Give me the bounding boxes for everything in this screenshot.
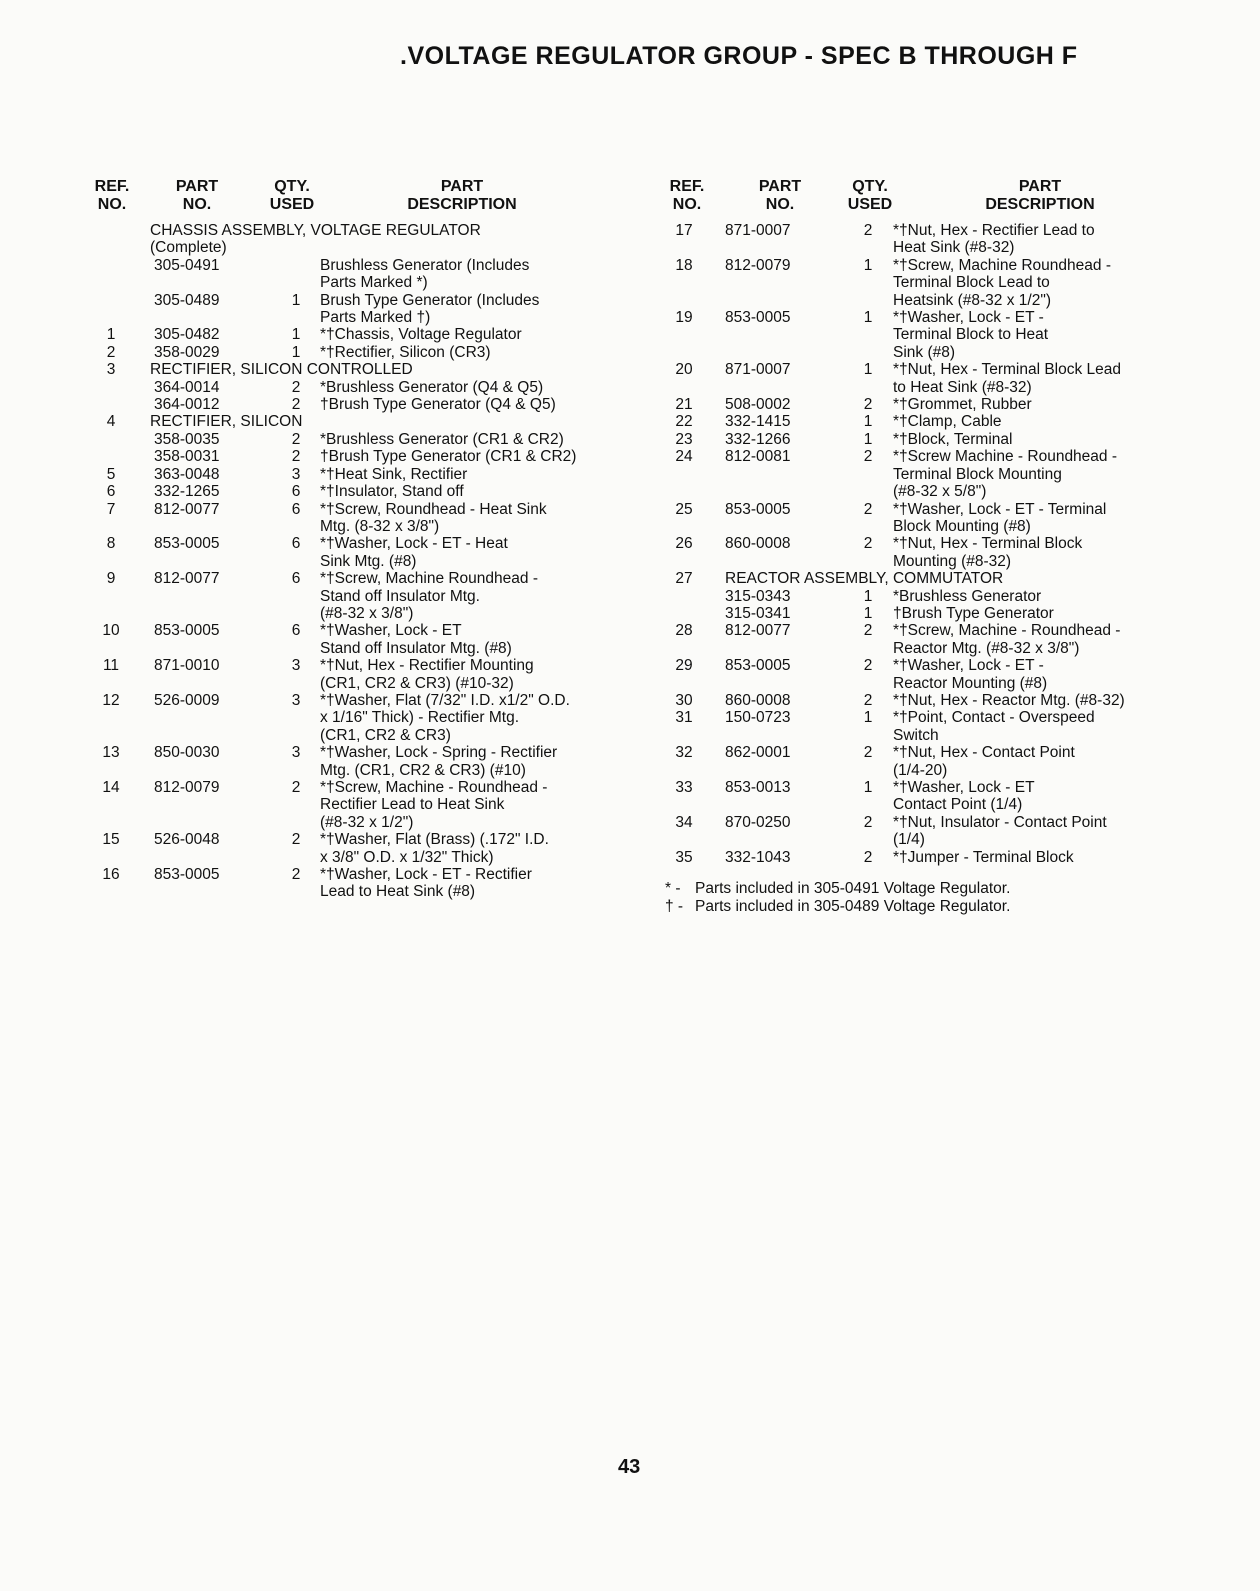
ref-cell: 1 bbox=[106, 326, 116, 344]
qty-cell: 2 bbox=[291, 448, 301, 466]
qty-cell: 2 bbox=[291, 779, 301, 796]
table-row bbox=[92, 431, 632, 448]
ref-cell: 34 bbox=[675, 813, 693, 831]
table-row bbox=[92, 831, 632, 866]
description-cell: REACTOR ASSEMBLY, COMMUTATOR bbox=[725, 570, 1004, 588]
qty-cell: 6 bbox=[291, 483, 301, 501]
table-row bbox=[92, 501, 632, 536]
header-part: PART NO. bbox=[758, 178, 802, 213]
table-row bbox=[92, 326, 632, 343]
part-number-cell: 853-0005 bbox=[154, 535, 220, 553]
part-number-cell: 853-0005 bbox=[725, 309, 791, 327]
table-row bbox=[92, 535, 632, 570]
description-cell: RECTIFIER, SILICON CONTROLLED bbox=[150, 361, 413, 379]
ref-cell: 23 bbox=[675, 430, 693, 448]
table-row bbox=[665, 535, 1175, 570]
description-cell: *†Chassis, Voltage Regulator bbox=[320, 326, 522, 344]
part-number-cell: 363-0048 bbox=[154, 465, 220, 483]
description-cell: *†Insulator, Stand off bbox=[320, 483, 464, 501]
footnote-symbol: † - bbox=[665, 898, 684, 915]
part-number-cell: 870-0250 bbox=[725, 813, 791, 831]
table-section-row bbox=[92, 413, 632, 430]
description-cell: *†Jumper - Terminal Block bbox=[893, 848, 1074, 866]
table-row bbox=[92, 744, 632, 779]
qty-cell: 2 bbox=[291, 831, 301, 849]
ref-cell: 13 bbox=[102, 744, 120, 762]
footnote-text: Parts included in 305-0489 Voltage Regulator. bbox=[695, 898, 1011, 915]
part-number-cell: 812-0077 bbox=[154, 500, 220, 518]
description-cell: *†Nut, Hex - Terminal Block Mounting (#8-32) bbox=[893, 535, 1083, 570]
qty-cell: 1 bbox=[863, 587, 873, 605]
page-number: 43 bbox=[618, 1456, 641, 1478]
description-cell: RECTIFIER, SILICON bbox=[150, 413, 303, 431]
qty-cell: 1 bbox=[863, 309, 873, 327]
part-number-cell: 508-0002 bbox=[725, 396, 791, 414]
header-ref: REF. NO. bbox=[94, 178, 130, 213]
qty-cell: 1 bbox=[863, 361, 873, 379]
table-row bbox=[665, 396, 1175, 413]
qty-cell: 2 bbox=[863, 500, 873, 518]
table-row bbox=[665, 814, 1175, 849]
description-cell: *†Point, Contact - Overspeed Switch bbox=[893, 709, 1095, 744]
description-cell: *†Block, Terminal bbox=[893, 430, 1013, 448]
qty-cell: 2 bbox=[863, 691, 873, 709]
ref-cell: 10 bbox=[102, 622, 120, 640]
part-number-cell: 332-1415 bbox=[725, 413, 791, 431]
qty-cell: 2 bbox=[863, 448, 873, 466]
table-row bbox=[665, 779, 1175, 814]
description-cell: *†Screw, Machine Roundhead - Terminal Block Lead to Heatsink (#8-32 x 1/2") bbox=[893, 256, 1111, 309]
footnote bbox=[665, 898, 1010, 916]
description-cell: *†Screw, Roundhead - Heat Sink Mtg. (8-32 x 3/8") bbox=[320, 500, 547, 535]
qty-cell: 6 bbox=[291, 500, 301, 518]
description-cell: *†Washer, Lock - ET - Terminal Block Mounting (#8) bbox=[893, 500, 1107, 535]
ref-cell: 16 bbox=[102, 866, 120, 884]
ref-cell: 11 bbox=[102, 657, 120, 675]
ref-cell: 28 bbox=[675, 622, 693, 640]
description-cell: *†Washer, Flat (7/32" I.D. x1/2" O.D. x 1/16" Thick) - Rectifier Mtg. (CR1, CR2 & CR3) bbox=[320, 691, 570, 744]
table-row bbox=[665, 257, 1175, 309]
table-row bbox=[665, 692, 1175, 709]
description-cell: *Brushless Generator (Q4 & Q5) bbox=[320, 378, 544, 396]
part-number-cell: 860-0008 bbox=[725, 535, 791, 553]
table-row bbox=[665, 501, 1175, 536]
description-cell: *†Clamp, Cable bbox=[893, 413, 1002, 431]
table-row bbox=[92, 657, 632, 692]
ref-cell: 21 bbox=[675, 396, 693, 414]
part-number-cell: 305-0482 bbox=[154, 326, 220, 344]
table-row bbox=[92, 692, 632, 744]
part-number-cell: 358-0031 bbox=[154, 448, 220, 466]
ref-cell: 35 bbox=[675, 848, 693, 866]
ref-cell: 27 bbox=[675, 570, 693, 588]
table-header bbox=[92, 178, 632, 222]
qty-cell: 2 bbox=[863, 396, 873, 414]
table-header bbox=[665, 178, 1175, 222]
header-ref: REF. NO. bbox=[669, 178, 705, 213]
part-number-cell: 853-0005 bbox=[725, 657, 791, 675]
description-cell: *†Grommet, Rubber bbox=[893, 396, 1032, 414]
footnotes bbox=[665, 880, 1010, 916]
part-number-cell: 526-0009 bbox=[154, 691, 220, 709]
part-number-cell: 871-0007 bbox=[725, 361, 791, 379]
ref-cell: 25 bbox=[675, 500, 693, 518]
table-row bbox=[665, 622, 1175, 657]
page-title: .VOLTAGE REGULATOR GROUP - SPEC B THROUGH F bbox=[400, 42, 1078, 70]
table-row bbox=[92, 257, 632, 292]
ref-cell: 3 bbox=[106, 361, 116, 379]
table-section-row bbox=[92, 361, 632, 378]
part-number-cell: 315-0341 bbox=[725, 604, 791, 622]
table-row bbox=[665, 849, 1175, 866]
description-cell: *†Nut, Hex - Reactor Mtg. (#8-32) bbox=[893, 691, 1125, 709]
table-row bbox=[92, 344, 632, 361]
qty-cell: 2 bbox=[863, 657, 873, 675]
table-row bbox=[92, 483, 632, 500]
qty-cell: 1 bbox=[863, 709, 873, 727]
description-cell: *†Rectifier, Silicon (CR3) bbox=[320, 343, 491, 361]
ref-cell: 4 bbox=[106, 413, 116, 431]
ref-cell: 9 bbox=[106, 570, 116, 588]
part-number-cell: 812-0079 bbox=[725, 256, 791, 274]
description-cell: *†Nut, Hex - Rectifier Lead to Heat Sink (#8-32) bbox=[893, 222, 1095, 257]
table-row bbox=[665, 709, 1175, 744]
qty-cell: 6 bbox=[291, 535, 301, 553]
qty-cell: 1 bbox=[863, 604, 873, 622]
table-row bbox=[665, 588, 1175, 605]
qty-cell: 2 bbox=[863, 813, 873, 831]
footnote bbox=[665, 880, 1010, 898]
ref-cell: 19 bbox=[675, 309, 693, 327]
ref-cell: 2 bbox=[106, 343, 116, 361]
description-cell: *†Washer, Lock - ET - Rectifier Lead to Heat Sink (#8) bbox=[320, 866, 532, 901]
qty-cell: 1 bbox=[863, 413, 873, 431]
part-number-cell: 812-0081 bbox=[725, 448, 791, 466]
table-row bbox=[665, 413, 1175, 430]
ref-cell: 20 bbox=[675, 361, 693, 379]
description-cell: *†Screw, Machine Roundhead - Stand off Insulator Mtg. (#8-32 x 3/8") bbox=[320, 570, 538, 622]
qty-cell: 3 bbox=[291, 657, 301, 675]
ref-cell: 31 bbox=[675, 709, 693, 727]
footnote-symbol: * - bbox=[665, 880, 681, 897]
table-row bbox=[665, 605, 1175, 622]
description-cell: Brush Type Generator (Includes Parts Marked †) bbox=[320, 291, 540, 327]
ref-cell: 33 bbox=[675, 779, 693, 796]
table-row bbox=[92, 622, 632, 657]
part-number-cell: 812-0077 bbox=[725, 622, 791, 640]
table-row bbox=[665, 431, 1175, 448]
table-section-row bbox=[92, 222, 632, 257]
description-cell: †Brush Type Generator (CR1 & CR2) bbox=[320, 448, 577, 466]
qty-cell: 1 bbox=[863, 430, 873, 448]
description-cell: *†Screw Machine - Roundhead - Terminal Block Mounting (#8-32 x 5/8") bbox=[893, 448, 1118, 501]
table-row bbox=[665, 657, 1175, 692]
ref-cell: 26 bbox=[675, 535, 693, 553]
header-desc: PART DESCRIPTION bbox=[407, 178, 517, 213]
description-cell: *†Screw, Machine - Roundhead - Reactor Mtg. (#8-32 x 3/8") bbox=[893, 622, 1121, 657]
table-row bbox=[92, 866, 632, 901]
table-row bbox=[92, 779, 632, 831]
parts-table-right bbox=[665, 178, 1175, 866]
ref-cell: 7 bbox=[106, 500, 116, 518]
table-row bbox=[665, 744, 1175, 779]
parts-table-left bbox=[92, 178, 632, 901]
description-cell: *†Nut, Hex - Terminal Block Lead to Heat Sink (#8-32) bbox=[893, 361, 1122, 396]
part-number-cell: 305-0489 bbox=[154, 291, 220, 309]
ref-cell: 32 bbox=[675, 744, 693, 762]
qty-cell: 2 bbox=[863, 622, 873, 640]
qty-cell: 3 bbox=[291, 465, 301, 483]
footnote-text: Parts included in 305-0491 Voltage Regulator. bbox=[695, 880, 1011, 897]
description-cell: †Brush Type Generator (Q4 & Q5) bbox=[320, 396, 556, 414]
qty-cell: 2 bbox=[863, 535, 873, 553]
description-cell: *†Nut, Hex - Rectifier Mounting (CR1, CR2 & CR3) (#10-32) bbox=[320, 657, 534, 692]
ref-cell: 24 bbox=[675, 448, 693, 466]
part-number-cell: 332-1265 bbox=[154, 483, 220, 501]
qty-cell: 2 bbox=[291, 378, 301, 396]
part-number-cell: 364-0014 bbox=[154, 378, 220, 396]
description-cell: *†Nut, Insulator - Contact Point (1/4) bbox=[893, 813, 1107, 849]
ref-cell: 17 bbox=[675, 222, 693, 239]
description-cell: *†Washer, Lock - ET - Heat Sink Mtg. (#8) bbox=[320, 535, 508, 570]
qty-cell: 1 bbox=[291, 326, 301, 344]
header-part: PART NO. bbox=[175, 178, 219, 213]
header-qty: QTY. USED bbox=[847, 178, 893, 213]
part-number-cell: 332-1266 bbox=[725, 430, 791, 448]
qty-cell: 1 bbox=[863, 779, 873, 796]
part-number-cell: 853-0013 bbox=[725, 779, 791, 796]
qty-cell: 6 bbox=[291, 622, 301, 640]
table-body-left bbox=[92, 222, 632, 901]
table-row bbox=[92, 570, 632, 622]
description-cell: *Brushless Generator bbox=[893, 587, 1042, 605]
table-row bbox=[665, 309, 1175, 361]
description-cell: *†Washer, Lock - ET Contact Point (1/4) bbox=[893, 779, 1035, 814]
table-row bbox=[92, 466, 632, 483]
qty-cell: 1 bbox=[291, 291, 301, 309]
description-cell: *†Heat Sink, Rectifier bbox=[320, 465, 468, 483]
ref-cell: 18 bbox=[675, 256, 693, 274]
description-cell: *†Washer, Flat (Brass) (.172" I.D. x 3/8" O.D. x 1/32" Thick) bbox=[320, 831, 549, 866]
ref-cell: 29 bbox=[675, 657, 693, 675]
part-number-cell: 862-0001 bbox=[725, 744, 791, 762]
ref-cell: 5 bbox=[106, 465, 116, 483]
part-number-cell: 860-0008 bbox=[725, 691, 791, 709]
ref-cell: 6 bbox=[106, 483, 116, 501]
description-cell: Brushless Generator (Includes Parts Marked *) bbox=[320, 256, 530, 292]
table-row bbox=[92, 448, 632, 465]
part-number-cell: 871-0010 bbox=[154, 657, 220, 675]
qty-cell: 3 bbox=[291, 744, 301, 762]
qty-cell: 2 bbox=[291, 396, 301, 414]
qty-cell: 6 bbox=[291, 570, 301, 588]
qty-cell: 1 bbox=[291, 343, 301, 361]
description-cell: †Brush Type Generator bbox=[893, 604, 1054, 622]
table-row bbox=[92, 379, 632, 396]
part-number-cell: 526-0048 bbox=[154, 831, 220, 849]
table-row bbox=[92, 396, 632, 413]
qty-cell: 2 bbox=[863, 222, 873, 239]
qty-cell: 2 bbox=[291, 430, 301, 448]
part-number-cell: 358-0035 bbox=[154, 430, 220, 448]
ref-cell: 30 bbox=[675, 691, 693, 709]
ref-cell: 15 bbox=[102, 831, 120, 849]
ref-cell: 12 bbox=[102, 691, 120, 709]
table-body-right bbox=[665, 222, 1175, 866]
description-cell: *†Screw, Machine - Roundhead - Rectifier Lead to Heat Sink (#8-32 x 1/2") bbox=[320, 779, 548, 831]
table-row bbox=[665, 448, 1175, 500]
part-number-cell: 812-0079 bbox=[154, 779, 220, 796]
description-cell: *†Washer, Lock - ET - Reactor Mounting (#8) bbox=[893, 657, 1048, 692]
description-cell: *†Nut, Hex - Contact Point (1/4-20) bbox=[893, 744, 1075, 779]
description-cell: CHASSIS ASSEMBLY, VOLTAGE REGULATOR (Complete) bbox=[150, 222, 481, 257]
description-cell: *†Washer, Lock - ET - Terminal Block to Heat Sink (#8) bbox=[893, 309, 1049, 361]
table-section-row bbox=[665, 570, 1175, 587]
part-number-cell: 853-0005 bbox=[154, 866, 220, 884]
part-number-cell: 364-0012 bbox=[154, 396, 220, 414]
part-number-cell: 315-0343 bbox=[725, 587, 791, 605]
part-number-cell: 871-0007 bbox=[725, 222, 791, 239]
part-number-cell: 305-0491 bbox=[154, 256, 220, 274]
table-row bbox=[92, 292, 632, 327]
description-cell: *Brushless Generator (CR1 & CR2) bbox=[320, 430, 564, 448]
qty-cell: 2 bbox=[863, 744, 873, 762]
qty-cell: 2 bbox=[291, 866, 301, 884]
ref-cell: 14 bbox=[102, 779, 120, 796]
qty-cell: 2 bbox=[863, 848, 873, 866]
part-number-cell: 853-0005 bbox=[725, 500, 791, 518]
header-desc: PART DESCRIPTION bbox=[985, 178, 1095, 213]
ref-cell: 8 bbox=[106, 535, 116, 553]
qty-cell: 3 bbox=[291, 691, 301, 709]
table-row bbox=[665, 361, 1175, 396]
part-number-cell: 850-0030 bbox=[154, 744, 220, 762]
part-number-cell: 150-0723 bbox=[725, 709, 791, 727]
part-number-cell: 853-0005 bbox=[154, 622, 220, 640]
header-qty: QTY. USED bbox=[269, 178, 315, 213]
ref-cell: 22 bbox=[675, 413, 693, 431]
qty-cell: 1 bbox=[863, 256, 873, 274]
part-number-cell: 812-0077 bbox=[154, 570, 220, 588]
part-number-cell: 358-0029 bbox=[154, 343, 220, 361]
table-row bbox=[665, 222, 1175, 257]
description-cell: *†Washer, Lock - ET Stand off Insulator Mtg. (#8) bbox=[320, 622, 512, 657]
part-number-cell: 332-1043 bbox=[725, 848, 791, 866]
description-cell: *†Washer, Lock - Spring - Rectifier Mtg. (CR1, CR2 & CR3) (#10) bbox=[320, 744, 558, 779]
